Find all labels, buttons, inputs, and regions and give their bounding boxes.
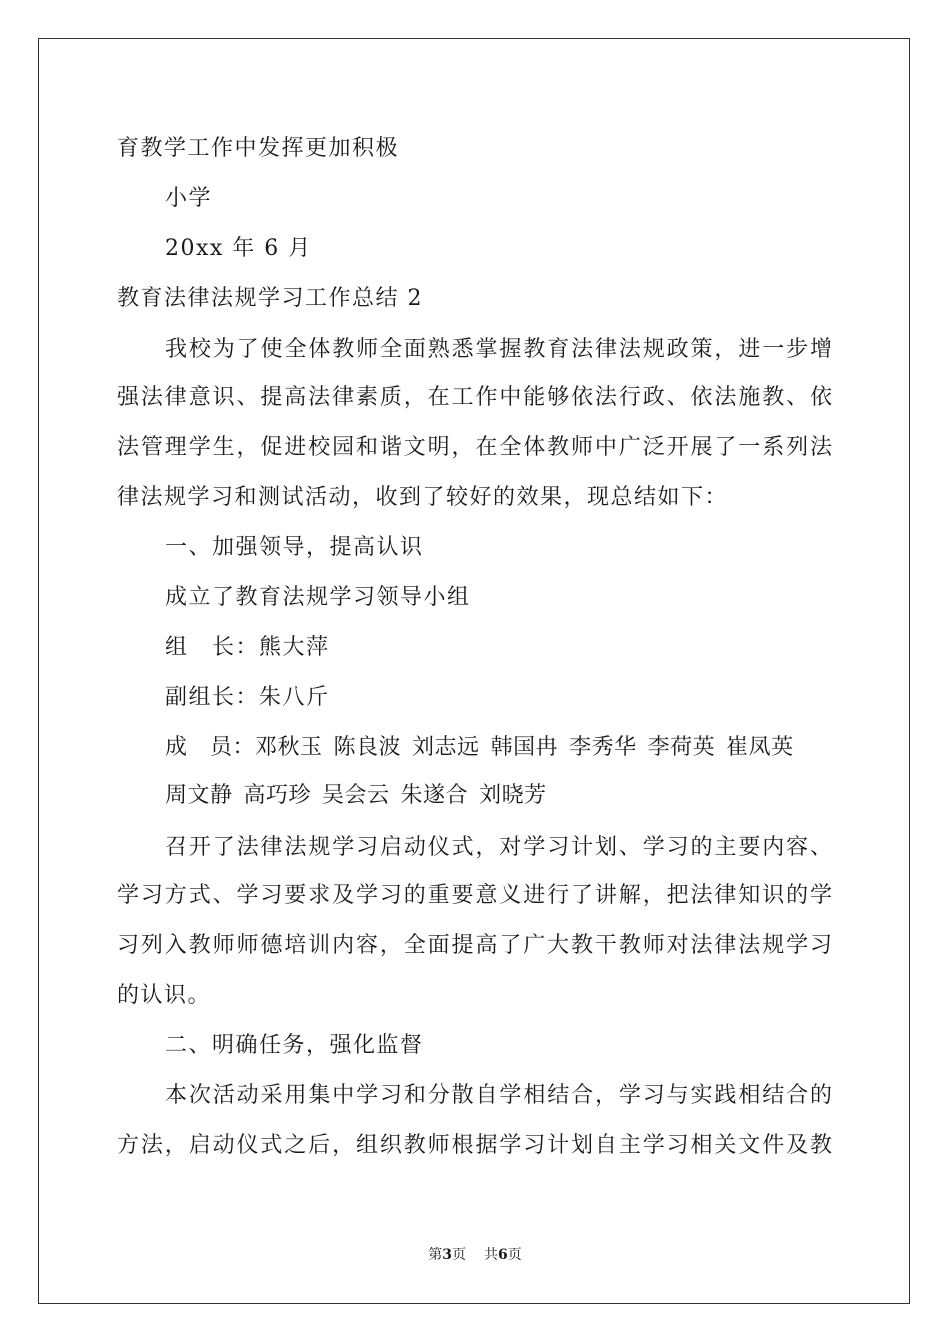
page-suffix: 页	[452, 1247, 466, 1263]
members-label: 成 员：	[165, 735, 256, 760]
paragraph-line: 学习方式、学习要求及学习的重要意义进行了讲解，把法律知识的学	[117, 883, 832, 908]
member-name: 李荷英	[647, 735, 716, 760]
total-pages: 6	[498, 1247, 508, 1263]
members-row-2	[165, 781, 547, 811]
paragraph-line: 本次活动采用集中学习和分散自学相结合，学习与实践相结合的	[165, 1083, 832, 1108]
date-line: 20xx 年 6 月	[165, 236, 312, 261]
section-heading-1: 一、加强领导，提高认识	[165, 535, 424, 560]
member-name: 刘志远	[412, 735, 480, 760]
paragraph-line: 强法律意识、提高法律素质，在工作中能够依法行政、依法施教、依	[117, 385, 832, 410]
page-border	[38, 38, 910, 1304]
paragraph-line: 律法规学习和测试活动，收到了较好的效果，现总结如下：	[117, 485, 729, 510]
total-prefix: 共	[484, 1247, 498, 1263]
members-row-1	[165, 733, 794, 763]
paragraph-line: 方法，启动仪式之后，组织教师根据学习计划自主学习相关文件及教	[117, 1133, 832, 1158]
page-footer	[0, 1245, 950, 1265]
continuation-line: 育教学工作中发挥更加积极	[117, 136, 400, 161]
member-name: 吴会云	[322, 783, 390, 808]
member-name: 邓秋玉	[255, 735, 323, 760]
total-suffix: 页	[507, 1247, 522, 1263]
member-name: 韩国冉	[490, 735, 559, 760]
paragraph-line: 召开了法律法规学习启动仪式，对学习计划、学习的主要内容、	[165, 835, 832, 860]
member-name: 周文静	[165, 783, 233, 808]
paragraph-line: 法管理学生，促进校园和谐文明，在全体教师中广泛开展了一系列法	[117, 435, 832, 460]
member-name: 刘晓芳	[479, 783, 547, 808]
member-name: 朱遂合	[400, 783, 469, 808]
school-signature: 小学	[165, 186, 213, 211]
paragraph-line: 的认识。	[117, 983, 212, 1008]
member-name: 高巧珍	[243, 783, 312, 808]
vice-leader-line: 副组长：朱八斤	[165, 685, 330, 710]
group-intro: 成立了教育法规学习领导小组	[165, 585, 471, 610]
page-number: 3	[442, 1247, 452, 1263]
member-name: 崔凤英	[726, 735, 794, 760]
member-name: 陈良波	[333, 735, 402, 760]
page-prefix: 第	[428, 1247, 443, 1263]
paragraph-line: 习列入教师师德培训内容，全面提高了广大教干教师对法律法规学习	[117, 933, 832, 958]
member-name: 李秀华	[569, 735, 637, 760]
paragraph-line: 我校为了使全体教师全面熟悉掌握教育法律法规政策，进一步增	[165, 337, 832, 362]
document-title: 教育法律法规学习工作总结 2	[117, 286, 423, 311]
leader-line: 组 长：熊大萍	[165, 635, 330, 660]
section-heading-2: 二、明确任务，强化监督	[165, 1033, 424, 1058]
